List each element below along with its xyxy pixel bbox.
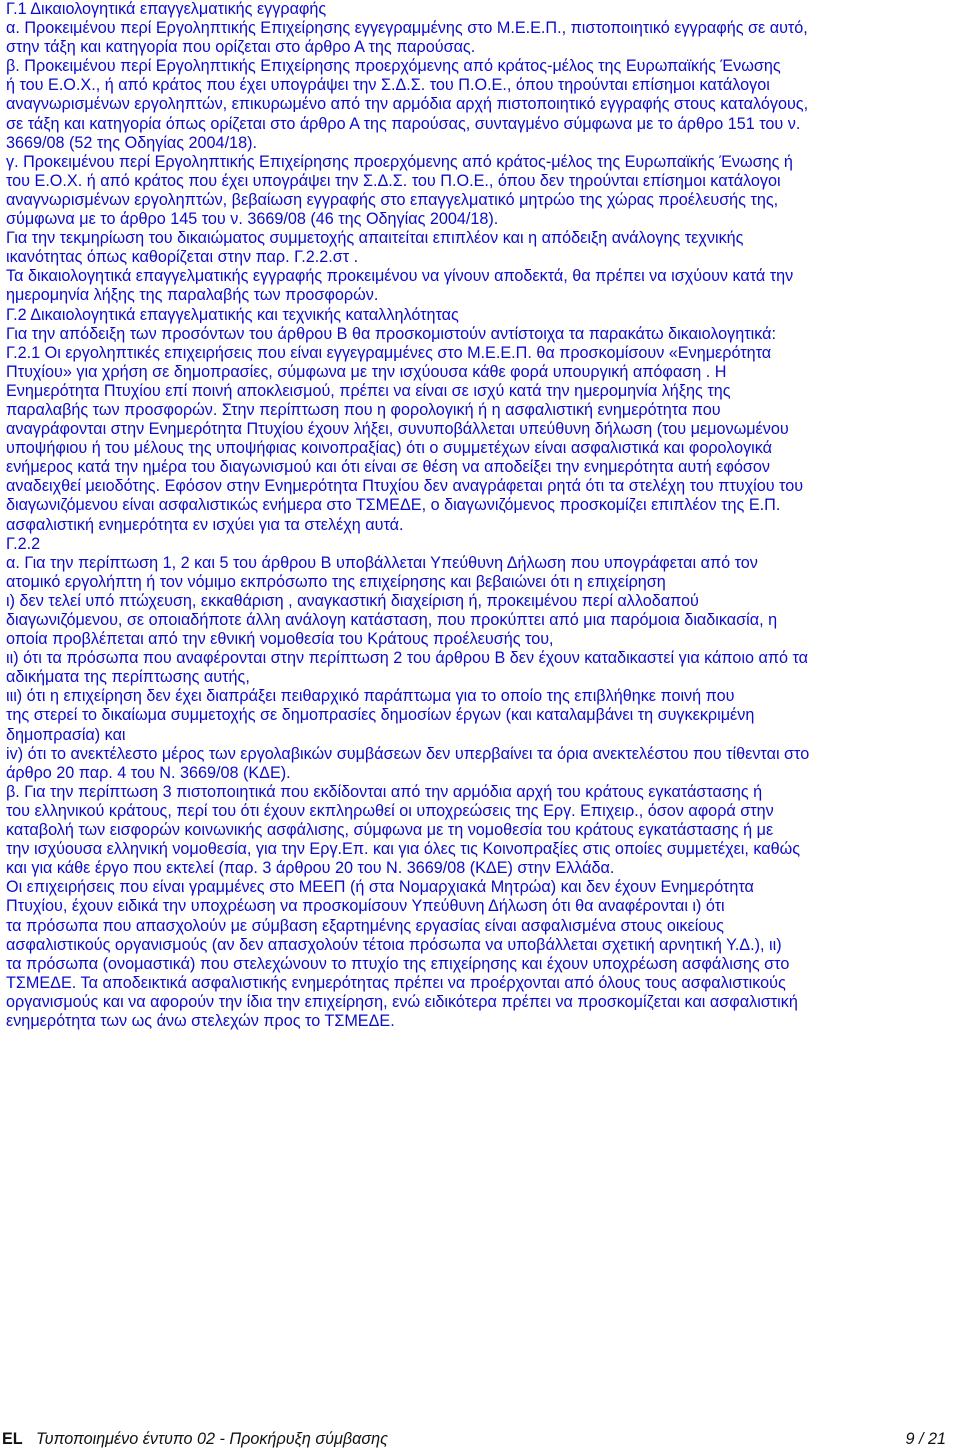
text-line: ημερομηνία λήξης της παραλαβής των προσφορών. bbox=[6, 286, 379, 305]
footer-language-code: EL bbox=[2, 1430, 23, 1448]
text-line: Τα δικαιολογητικά επαγγελματικής εγγραφής προκειμένου να γίνουν αποδεκτά, θα πρέπει να ισχύουν κατά την bbox=[6, 267, 794, 286]
text-line: β. Προκειμένου περί Εργοληπτικής Επιχείρησης προερχόμενης από κράτος-μέλος της Ευρωπαϊκής Ένωσης bbox=[6, 57, 781, 76]
text-line: iv) ότι το ανεκτέλεστο μέρος των εργολαβικών συμβάσεων δεν υπερβαίνει τα όρια ανεκτελέστου που τίθενται στο bbox=[6, 744, 810, 763]
text-line: ιιι) ότι η επιχείρηση δεν έχει διαπράξει πειθαρχικό παράπτωμα για το οποίο της επιβλήθηκε ποινή που bbox=[6, 687, 735, 706]
text-line: ΤΣΜΕΔΕ. Τα αποδεικτικά ασφαλιστικής ενημερότητας πρέπει να προέρχονται από όλους τους ασφαλιστικούς bbox=[6, 973, 786, 992]
text-line: διαγωνιζόμενου, σε οποιαδήποτε άλλη ανάλογη κατάσταση, που προκύπτει από μια παρόμοια διαδικασία, η bbox=[6, 611, 778, 629]
text-line: ασφαλιστική ενημερότητα εν ισχύει για τα στελέχη αυτά. bbox=[6, 515, 404, 534]
text-line: Πτυχίου» για χρήση σε δημοπρασίες, σύμφωνα με την ισχύουσα κάθε φορά υπουργική απόφαση . Η bbox=[6, 362, 727, 381]
text-line: Ενημερότητα Πτυχίου επί ποινή αποκλεισμού, πρέπει να είναι σε ισχύ κατά την ημερομηνία λήξης της bbox=[6, 381, 731, 400]
text-line: αναγνωρισμένων εργοληπτών, βεβαίωση εγγραφής στο επαγγελματικό μητρώο της χώρας προέλευσής της, bbox=[6, 190, 779, 209]
text-line: Γ.2 Δικαιολογητικά επαγγελματικής και τεχνικής καταλληλότητας bbox=[6, 305, 459, 324]
text-line: καταβολή των εισφορών κοινωνικής ασφάλισης, σύμφωνα με τη νομοθεσία του κράτους εγκατάστασης ή με bbox=[6, 821, 774, 840]
document-body bbox=[6, 0, 954, 1031]
text-line: Γ.1 Δικαιολογητικά επαγγελματικής εγγραφής bbox=[6, 0, 327, 18]
text-line: Οι επιχειρήσεις που είναι γραμμένες στο ΜΕΕΠ (ή στα Νομαρχιακά Μητρώα) και δεν έχουν Ενημερότητα bbox=[6, 878, 754, 897]
text-line: δημοπρασία) και bbox=[6, 725, 126, 744]
text-line: στην τάξη και κατηγορία που ορίζεται στο άρθρο Α της παρούσας. bbox=[6, 38, 476, 57]
text-line: ιι) ότι τα πρόσωπα που αναφέρονται στην περίπτωση 2 του άρθρου Β δεν έχουν καταδικαστεί για κάποιο από τα bbox=[6, 649, 809, 668]
text-line: ι) δεν τελεί υπό πτώχευση, εκκαθάριση , αναγκαστική διαχείριση ή, προκειμένου περί αλλοδαπού bbox=[6, 591, 699, 610]
text-line: τα πρόσωπα (ονομαστικά) που στελεχώνουν το πτυχίο της επιχείρησης και έχουν υποχρέωση ασφάλισης στο bbox=[6, 954, 790, 973]
text-line: σε τάξη και κατηγορία όπως ορίζεται στο άρθρο Α της παρούσας, συνταγμένο σύμφωνα με το άρθρο 151 του ν. bbox=[6, 114, 801, 133]
text-line: Γ.2.2 bbox=[6, 534, 41, 553]
text-line: γ. Προκειμένου περί Εργοληπτικής Επιχείρησης προερχόμενης από κράτος-μέλος της Ευρωπαϊκής Ένωσης ή bbox=[6, 152, 793, 171]
text-line: Πτυχίου, έχουν ειδικά την υποχρέωση να προσκομίσουν Υπεύθυνη Δήλωση ότι θα αναφέρονται ι) ότι bbox=[6, 897, 725, 916]
page-footer bbox=[0, 1430, 948, 1450]
text-line: αναγνωρισμένων εργοληπτών, επικυρωμένο από την αρμόδια αρχή πιστοποιητικό εγγραφής στους καταλόγους, bbox=[6, 95, 809, 114]
text-line: σύμφωνα με το άρθρο 145 του ν. 3669/08 (46 της Οδηγίας 2004/18). bbox=[6, 210, 499, 229]
text-line: αναδειχθεί μειοδότης. Εφόσον στην Ενημερότητα Πτυχίου δεν αναγράφεται ρητά ότι τα στελέχη του πτυχίου του bbox=[6, 477, 804, 496]
text-line: διαγωνιζόμενου είναι ασφαλιστικώς ενήμερα στο ΤΣΜΕΔΕ, ο διαγωνιζόμενος προσκομίζει επιπλέον της Ε.Π. bbox=[6, 496, 781, 515]
text-line: ικανότητας όπως καθορίζεται στην παρ. Γ.2.2.στ . bbox=[6, 248, 359, 267]
text-line: Για την απόδειξη των προσόντων του άρθρου Β θα προσκομιστούν αντίστοιχα τα παρακάτω δικαιολογητικά: bbox=[6, 324, 777, 343]
text-line: β. Για την περίπτωση 3 πιστοποιητικά που εκδίδονται από την αρμόδια αρχή του κράτους εγκατάστασης ή bbox=[6, 782, 763, 801]
text-line: ατομικό εργολήπτη ή τον νόμιμο εκπρόσωπο της επιχείρησης και βεβαιώνει ότι η επιχείρηση bbox=[6, 572, 666, 591]
text-line: υποψήφιου ή του μέλους της υποψήφιας κοινοπραξίας) ότι ο συμμετέχων είναι ασφαλιστικά και φορολογικά bbox=[6, 439, 773, 458]
text-line: τα πρόσωπα που απασχολούν με σύμβαση εξαρτημένης εργασίας είναι ασφαλισμένα στους οικείους bbox=[6, 916, 724, 935]
text-line: και για κάθε έργο που εκτελεί (παρ. 3 άρθρου 20 του Ν. 3669/08 (ΚΔΕ) στην Ελλάδα. bbox=[6, 859, 615, 878]
text-line: ή του Ε.Ο.Χ., ή από κράτος που έχει υπογράψει την Σ.Δ.Σ. του Π.Ο.Ε., όπου τηρούνται επίσημοι κατάλογοι bbox=[6, 76, 770, 95]
text-line: της στερεί το δικαίωμα συμμετοχής σε δημοπρασίες δημοσίων έργων (και καταλαμβάνει τη συγκεκριμένη bbox=[6, 706, 755, 725]
text-line: ενημερότητα των ως άνω στελεχών προς το ΤΣΜΕΔΕ. bbox=[6, 1011, 395, 1030]
text-line: του Ε.Ο.Χ. ή από κράτος που έχει υπογράψει την Σ.Δ.Σ. του Π.Ο.Ε., όπου δεν τηρούνται επίσημοι κατάλογοι bbox=[6, 171, 781, 190]
text-line: ενήμερος κατά την ημέρα του διαγωνισμού και ότι είναι σε θέση να αποδείξει την ενημερότητα αυτή εφόσον bbox=[6, 458, 770, 477]
text-line: α. Προκειμένου περί Εργοληπτικής Επιχείρησης εγγεγραμμένης στο Μ.Ε.Ε.Π., πιστοποιητικό εγγραφής σε αυτό, bbox=[6, 19, 808, 38]
text-line: α. Για την περίπτωση 1, 2 και 5 του άρθρου Β υποβάλλεται Υπεύθυνη Δήλωση που υπογράφεται από τον bbox=[6, 553, 758, 572]
text-line: αδικήματα της περίπτωσης αυτής, bbox=[6, 668, 250, 687]
text-line: αναγράφονται στην Ενημερότητα Πτυχίου έχουν λήξει, συνυποβάλλεται υπεύθυνη δήλωση (του μεμονωμένου bbox=[6, 420, 789, 439]
text-line: άρθρο 20 παρ. 4 του Ν. 3669/08 (ΚΔΕ). bbox=[6, 763, 291, 782]
text-line: οποία προβλέπεται από την εθνική νομοθεσία του Κράτους προέλευσής του, bbox=[6, 630, 554, 649]
text-line: 3669/08 (52 της Οδηγίας 2004/18). bbox=[6, 133, 257, 152]
text-line: Για την τεκμηρίωση του δικαιώματος συμμετοχής απαιτείται επιπλέον και η απόδειξη ανάλογης τεχνικής bbox=[6, 229, 744, 248]
text-line: οργανισμούς και να αφορούν την ίδια την επιχείρηση, ενώ ειδικότερα πρέπει να προσκομίζεται και ασφαλιστική bbox=[6, 992, 798, 1011]
text-line: ασφαλιστικούς οργανισμούς (αν δεν απασχολούν τέτοια πρόσωπα να υποβάλλεται σχετική αρνητική Υ.Δ.), ιι) bbox=[6, 935, 782, 954]
footer-page-number: 9 / 21 bbox=[905, 1430, 946, 1448]
text-line: του ελληνικού κράτους, περί του ότι έχουν εκπληρωθεί οι υποχρεώσεις της Εργ. Επιχειρ., όσον αφορά στην bbox=[6, 801, 774, 820]
text-line: την ισχύουσα ελληνική νομοθεσία, για την Εργ.Επ. και για όλες τις Κοινοπραξίες στις οποίες συμμετέχει, καθώς bbox=[6, 840, 801, 859]
text-line: παραλαβής των προσφορών. Στην περίπτωση που η φορολογική ή η ασφαλιστική ενημερότητα που bbox=[6, 400, 721, 419]
text-line: Γ.2.1 Οι εργοληπτικές επιχειρήσεις που είναι εγγεγραμμένες στο Μ.Ε.Ε.Π. θα προσκομίσουν «Ενημερότητα bbox=[6, 343, 772, 362]
footer-document-title: Τυποποιημένο έντυπο 02 - Προκήρυξη σύμβασης bbox=[36, 1430, 389, 1448]
